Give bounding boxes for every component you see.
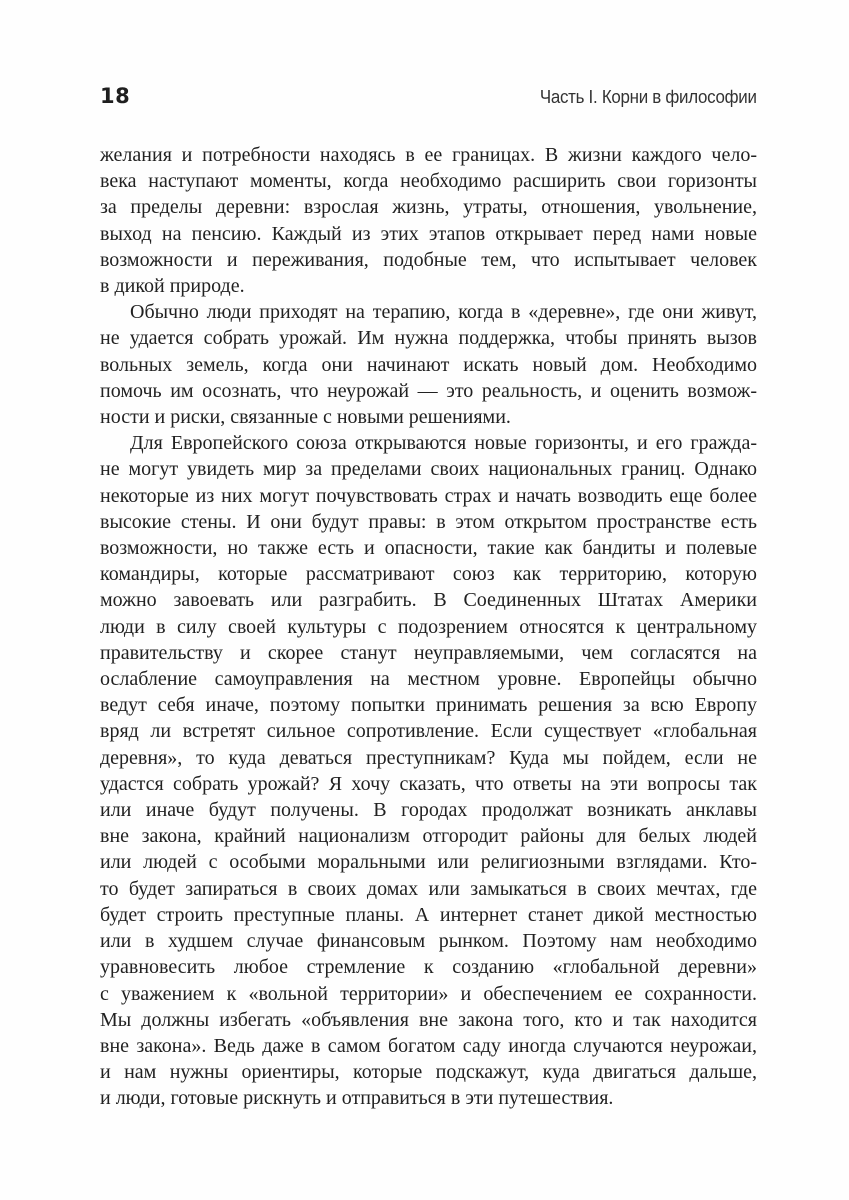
text-line: вряд ли встретят сильное сопротивление. Если существует «глобальная [100, 720, 757, 743]
text-line: некоторые из них могут почувствовать страх и начать возводить еще более [100, 484, 757, 507]
paragraph [100, 142, 757, 299]
text-line: Мы должны избегать «объявления вне закона того, кто и так находится [100, 1008, 757, 1031]
text-line: с уважением к «вольной территории» и обеспечением ее сохранности. [100, 982, 757, 1005]
text-line: ослабление самоуправления на местном уровне. Европейцы обычно [100, 668, 757, 691]
text-line: не удается собрать урожай. Им нужна поддержка, чтобы принять вызов [100, 327, 757, 350]
text-line: можно завоевать или разграбить. В Соединенных Штатах Америки [100, 589, 757, 612]
text-line: удастся собрать урожай? Я хочу сказать, что ответы на эти вопросы так [100, 772, 757, 795]
text-line: деревня», то куда деваться преступникам? Куда мы пойдем, если не [100, 746, 757, 769]
page-number: 18 [100, 84, 131, 108]
running-head [100, 84, 757, 108]
text-line: будет строить преступные планы. А интернет станет дикой местностью [100, 903, 757, 926]
text-line: за пределы деревни: взрослая жизнь, утраты, отношения, увольнение, [100, 196, 757, 219]
text-line: вольных земель, когда они начинают искать новый дом. Необходимо [100, 353, 757, 376]
running-header-title: Часть I. Корни в философии [540, 87, 757, 107]
text-line: уравновесить любое стремление к созданию «глобальной деревни» [100, 956, 757, 979]
text-line: ведут себя иначе, поэтому попытки принимать решения за всю Европу [100, 694, 757, 717]
text-line: или в худшем случае финансовым рынком. Поэтому нам необходимо [100, 930, 757, 953]
text-line: то будет запираться в своих домах или замыкаться в своих мечтах, где [100, 877, 757, 900]
text-line: выход на пенсию. Каждый из этих этапов открывает перед нами новые [100, 222, 757, 245]
text-line: помочь им осознать, что неурожай — это реальность, и оценить возмож- [100, 379, 757, 402]
text-line: ности и риски, связанные с новыми решениями. [100, 406, 511, 429]
text-line: в дикой природе. [100, 275, 245, 298]
text-line: высокие стены. И они будут правы: в этом открытом пространстве есть [100, 510, 757, 533]
text-line: Обычно люди приходят на терапию, когда в «деревне», где они живут, [130, 301, 757, 324]
text-line: или людей с особыми моральными или религиозными взглядами. Кто- [100, 851, 757, 874]
text-line: командиры, которые рассматривают союз как территорию, которую [100, 563, 757, 586]
text-line: желания и потребности находясь в ее границах. В жизни каждого чело- [100, 144, 757, 166]
text-line: и люди, готовые рискнуть и отправиться в эти путешествия. [100, 1087, 614, 1110]
text-line: правительству и скорее станут неуправляемыми, чем согласятся на [100, 641, 757, 664]
text-line: не могут увидеть мир за пределами своих национальных границ. Однако [100, 458, 757, 481]
text-line: люди в силу своей культуры с подозрением относятся к центральному [100, 615, 757, 638]
text-line: вне закона, крайний национализм отгородит районы для белых людей [100, 825, 757, 848]
text-column [100, 142, 757, 1112]
paragraph [100, 430, 757, 1111]
text-line: Для Европейского союза открываются новые горизонты, и его гражда- [130, 432, 757, 455]
text-line: возможности, но также есть и опасности, такие как бандиты и полевые [100, 537, 757, 560]
paragraph [100, 299, 757, 430]
text-line: века наступают моменты, когда необходимо расширить свои горизонты [100, 170, 757, 193]
text-line: возможности и переживания, подобные тем, что испытывает человек [100, 248, 757, 271]
text-line: вне закона». Ведь даже в самом богатом саду иногда случаются неурожаи, [100, 1034, 757, 1057]
text-line: или иначе будут получены. В городах продолжат возникать анклавы [100, 799, 757, 822]
text-line: и нам нужны ориентиры, которые подскажут, куда двигаться дальше, [100, 1061, 757, 1084]
